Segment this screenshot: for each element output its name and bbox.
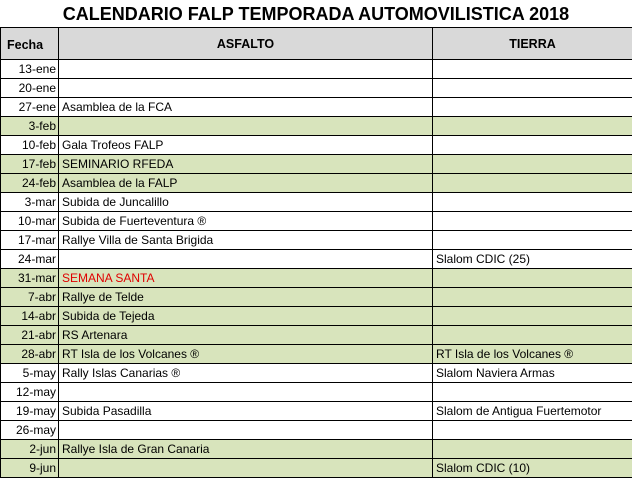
tierra-cell[interactable] [433,326,632,345]
tierra-cell[interactable] [433,440,632,459]
asfalto-cell[interactable] [59,250,433,269]
header-row [1,28,632,60]
date-cell[interactable]: 13-ene [1,60,59,79]
asfalto-cell[interactable]: Subida de Tejeda [59,307,433,326]
date-cell[interactable]: 26-may [1,421,59,440]
asfalto-cell[interactable]: Gala Trofeos FALP [59,136,433,155]
asfalto-cell[interactable] [59,79,433,98]
tierra-cell[interactable] [433,421,632,440]
asfalto-cell[interactable]: SEMANA SANTA [59,269,433,288]
table-row [1,345,632,364]
table-row [1,212,632,231]
date-cell[interactable]: 17-mar [1,231,59,250]
asfalto-cell[interactable]: RS Artenara [59,326,433,345]
table-row [1,60,632,79]
table-row [1,193,632,212]
asfalto-cell[interactable]: RT Isla de los Volcanes ® [59,345,433,364]
table-row [1,117,632,136]
date-cell[interactable]: 9-jun [1,459,59,478]
date-cell[interactable]: 10-mar [1,212,59,231]
table-row [1,383,632,402]
asfalto-cell[interactable] [59,117,433,136]
date-cell[interactable]: 27-ene [1,98,59,117]
asfalto-cell[interactable] [59,383,433,402]
table-row [1,269,632,288]
date-cell[interactable]: 7-abr [1,288,59,307]
table-row [1,231,632,250]
date-cell[interactable]: 3-mar [1,193,59,212]
calendar-table [0,27,632,478]
table-row [1,155,632,174]
table-row [1,79,632,98]
date-cell[interactable]: 24-feb [1,174,59,193]
asfalto-cell[interactable] [59,60,433,79]
date-cell[interactable]: 10-feb [1,136,59,155]
date-cell[interactable]: 24-mar [1,250,59,269]
date-cell[interactable]: 21-abr [1,326,59,345]
date-cell[interactable]: 3-feb [1,117,59,136]
date-cell[interactable]: 12-may [1,383,59,402]
sheet-title: CALENDARIO FALP TEMPORADA AUTOMOVILISTICA 2018 [0,0,632,27]
table-row [1,326,632,345]
tierra-cell[interactable]: Slalom de Antigua Fuertemotor [433,402,632,421]
tierra-cell[interactable] [433,60,632,79]
tierra-cell[interactable] [433,193,632,212]
table-row [1,136,632,155]
asfalto-cell[interactable]: Rallye de Telde [59,288,433,307]
tierra-cell[interactable] [433,155,632,174]
asfalto-cell[interactable]: Rallye Isla de Gran Canaria [59,440,433,459]
table-row [1,250,632,269]
tierra-cell[interactable] [433,383,632,402]
asfalto-cell[interactable]: Rally Islas Canarias ® [59,364,433,383]
tierra-cell[interactable] [433,98,632,117]
asfalto-cell[interactable]: Subida de Fuerteventura ® [59,212,433,231]
asfalto-cell[interactable]: Asamblea de la FCA [59,98,433,117]
date-cell[interactable]: 19-may [1,402,59,421]
date-cell[interactable]: 31-mar [1,269,59,288]
header-asfalto[interactable]: ASFALTO [59,28,433,60]
tierra-cell[interactable] [433,174,632,193]
header-fecha[interactable]: Fecha [1,28,59,60]
table-row [1,364,632,383]
tierra-cell[interactable]: Slalom CDIC (25) [433,250,632,269]
header-tierra[interactable]: TIERRA [433,28,632,60]
asfalto-cell[interactable]: SEMINARIO RFEDA [59,155,433,174]
asfalto-cell[interactable]: Asamblea de la FALP [59,174,433,193]
tierra-cell[interactable] [433,136,632,155]
asfalto-cell[interactable]: Rallye Villa de Santa Brigida [59,231,433,250]
tierra-cell[interactable]: Slalom CDIC (10) [433,459,632,478]
tierra-cell[interactable] [433,212,632,231]
table-row [1,402,632,421]
table-row [1,174,632,193]
asfalto-cell[interactable] [59,421,433,440]
date-cell[interactable]: 5-may [1,364,59,383]
tierra-cell[interactable]: Slalom Naviera Armas [433,364,632,383]
tierra-cell[interactable] [433,117,632,136]
tierra-cell[interactable]: RT Isla de los Volcanes ® [433,345,632,364]
tierra-cell[interactable] [433,307,632,326]
date-cell[interactable]: 14-abr [1,307,59,326]
tierra-cell[interactable] [433,288,632,307]
tierra-cell[interactable] [433,79,632,98]
table-row [1,440,632,459]
asfalto-cell[interactable]: Subida Pasadilla [59,402,433,421]
tierra-cell[interactable] [433,269,632,288]
date-cell[interactable]: 20-ene [1,79,59,98]
date-cell[interactable]: 28-abr [1,345,59,364]
asfalto-cell[interactable]: Subida de Juncalillo [59,193,433,212]
table-row [1,421,632,440]
date-cell[interactable]: 2-jun [1,440,59,459]
table-row [1,288,632,307]
table-row [1,307,632,326]
date-cell[interactable]: 17-feb [1,155,59,174]
table-row [1,98,632,117]
tierra-cell[interactable] [433,231,632,250]
